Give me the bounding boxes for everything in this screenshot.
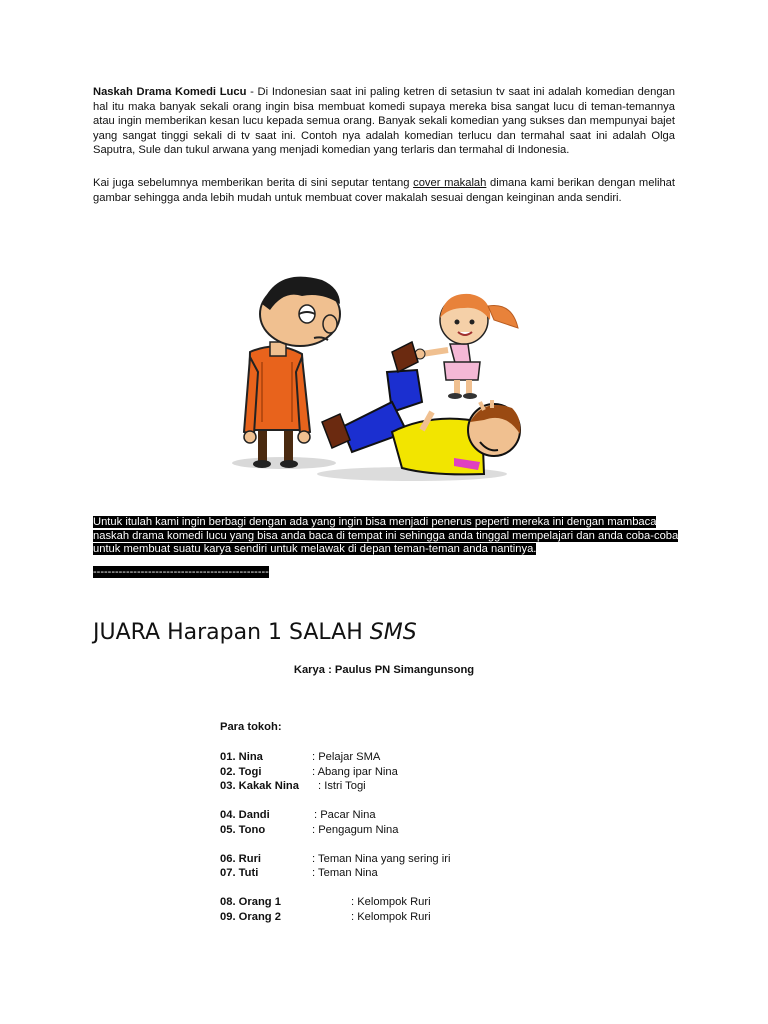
dash-separator bbox=[93, 566, 271, 579]
script-title-emphasis: SMS bbox=[369, 620, 417, 645]
reference-paragraph bbox=[93, 176, 675, 205]
intro-text: - Di Indonesian saat ini paling ketren di setasiun tv saat ini adalah komedian dengan hal itu maka banyak sekali orang ingin bisa membuat komedi supaya mereka bisa sangat lucu di teman-temannya atau ingin memberikan kesan lucu kepada semua orang. Banyak sekali komedian yang sukses dan mempunyai bajet yang sangat tinggi sekali di tv saat ini. Contoh nya adalah komedian terlucu dan termahal saat ini adalah Olga Saputra, Sule dan tukul arwana yang menjadi komedian yang terlaris dan termahal di Indonesia. bbox=[93, 86, 675, 157]
cast-list bbox=[220, 720, 451, 923]
cast-role: : Istri Togi bbox=[318, 780, 366, 792]
cast-item bbox=[220, 823, 399, 838]
cast-name: 05. Tono bbox=[220, 824, 266, 836]
cast-role: : Teman Nina yang sering iri bbox=[312, 853, 451, 865]
cast-name: 01. Nina bbox=[220, 751, 263, 763]
cast-item bbox=[220, 808, 376, 823]
cast-item bbox=[220, 852, 451, 867]
cast-item bbox=[220, 895, 431, 910]
article-title: Naskah Drama Komedi Lucu bbox=[93, 86, 247, 98]
reference-text-after: dimana kami berikan dengan melihat gambar sehingga anda lebih mudah untuk membuat cover makalah sesuai dengan keinginan anda sendiri. bbox=[93, 177, 675, 204]
cast-item bbox=[220, 866, 378, 881]
cast-item bbox=[220, 765, 398, 780]
cast-name: 09. Orang 2 bbox=[220, 911, 281, 923]
script-title-main: JUARA Harapan 1 SALAH bbox=[93, 620, 370, 645]
pointing-girl-figure bbox=[415, 294, 518, 399]
cast-role: : Teman Nina bbox=[312, 867, 378, 879]
cast-header: Para tokoh: bbox=[220, 721, 282, 733]
cast-role: : Pacar Nina bbox=[314, 809, 376, 821]
script-title bbox=[93, 619, 417, 647]
script-author: Karya : Paulus PN Simangunsong bbox=[293, 664, 475, 676]
reference-text-before: Kai juga sebelumnya memberikan berita di sini seputar tentang bbox=[93, 177, 414, 189]
cast-name: 06. Ruri bbox=[220, 853, 262, 865]
cast-role: : Pengagum Nina bbox=[312, 824, 399, 836]
comedy-cartoon-illustration bbox=[222, 262, 532, 497]
intro-paragraph bbox=[93, 85, 675, 158]
standing-man-figure bbox=[244, 277, 340, 468]
cover-makalah-link[interactable]: cover makalah bbox=[413, 177, 487, 189]
cast-role: : Pelajar SMA bbox=[312, 751, 381, 763]
fallen-man-figure bbox=[322, 342, 520, 474]
cast-name: 03. Kakak Nina bbox=[220, 780, 299, 792]
cast-item bbox=[220, 910, 431, 925]
cast-role: : Kelompok Ruri bbox=[351, 911, 431, 923]
cast-name: 07. Tuti bbox=[220, 867, 259, 879]
cast-role: : Abang ipar Nina bbox=[312, 766, 398, 778]
dash-line: ------------------------------------------------ bbox=[93, 566, 269, 578]
highlighted-text: Untuk itulah kami ingin berbagi dengan ada yang ingin bisa menjadi penerus peperti mereka ini dengan mambaca naskah drama komedi lucu yang bisa anda baca di tempat ini sehingga anda tinggal mempelajari dan anda coba-coba untuk membuat suatu karya sendiri untuk melawak di depan teman-teman anda nantinya. bbox=[93, 516, 679, 556]
cast-name: 08. Orang 1 bbox=[220, 896, 281, 908]
cast-item bbox=[220, 750, 381, 765]
cast-name: 04. Dandi bbox=[220, 809, 270, 821]
cast-name: 02. Togi bbox=[220, 766, 262, 778]
cast-role: : Kelompok Ruri bbox=[351, 896, 431, 908]
highlighted-paragraph bbox=[93, 516, 683, 557]
cast-item bbox=[220, 779, 366, 794]
